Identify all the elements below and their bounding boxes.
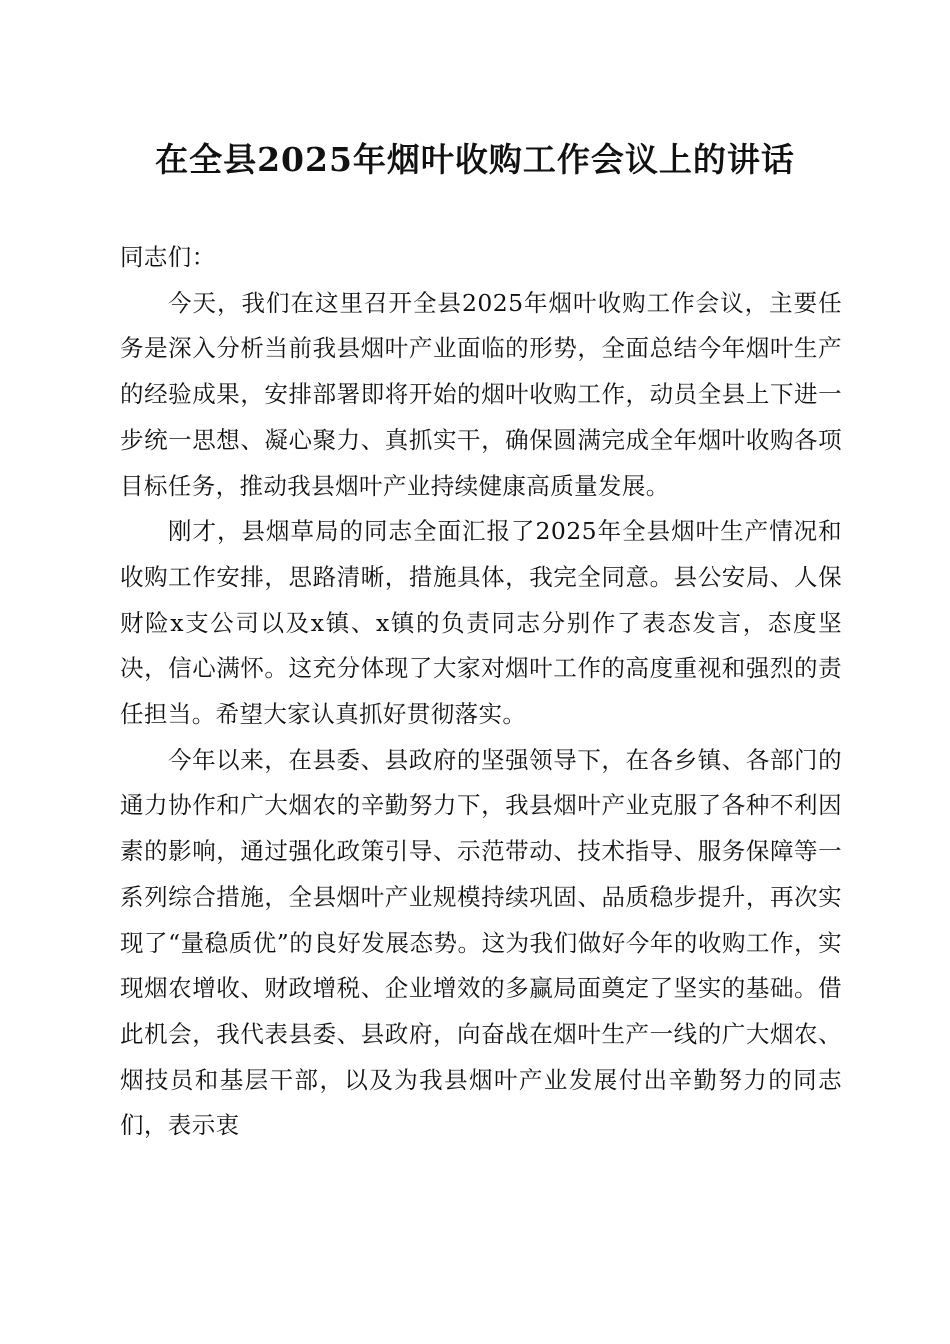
paragraph-1: 今天，我们在这里召开全县2025年烟叶收购工作会议，主要任务是深入分析当前我县烟叶产业面临的形势，全面总结今年烟叶生产的经验成果，安排部署即将开始的烟叶收购工作，动员全县上下进一步统一思想、凝心聚力、真抓实干，确保圆满完成全年烟叶收购各项目标任务，推动我县烟叶产业持续健康高质量发展。 <box>120 288 842 500</box>
salutation: 同志们： <box>120 243 216 271</box>
document-title: 在全县2025年烟叶收购工作会议上的讲话 <box>155 140 795 179</box>
document-body <box>120 235 842 1149</box>
paragraph-3: 今年以来，在县委、县政府的坚强领导下，在各乡镇、各部门的通力协作和广大烟农的辛勤努力下，我县烟叶产业克服了各种不利因素的影响，通过强化政策引导、示范带动、技术指导、服务保障等一系列综合措施，全县烟叶产业规模持续巩固、品质稳步提升，再次实现了“量稳质优”的良好发展态势。这为我们做好今年的收购工作，实现烟农增收、财政增税、企业增效的多赢局面奠定了坚实的基础。借此机会，我代表县委、县政府，向奋战在烟叶生产一线的广大烟农、烟技员和基层干部，以及为我县烟叶产业发展付出辛勤努力的同志们，表示衷 <box>120 745 842 1140</box>
paragraph-2: 刚才，县烟草局的同志全面汇报了2025年全县烟叶生产情况和收购工作安排，思路清晰，措施具体，我完全同意。县公安局、人保财险x支公司以及x镇、x镇的负责同志分别作了表态发言，态度坚决，信心满怀。这充分体现了大家对烟叶工作的高度重视和强烈的责任担当。希望大家认真抓好贯彻落实。 <box>120 517 842 729</box>
